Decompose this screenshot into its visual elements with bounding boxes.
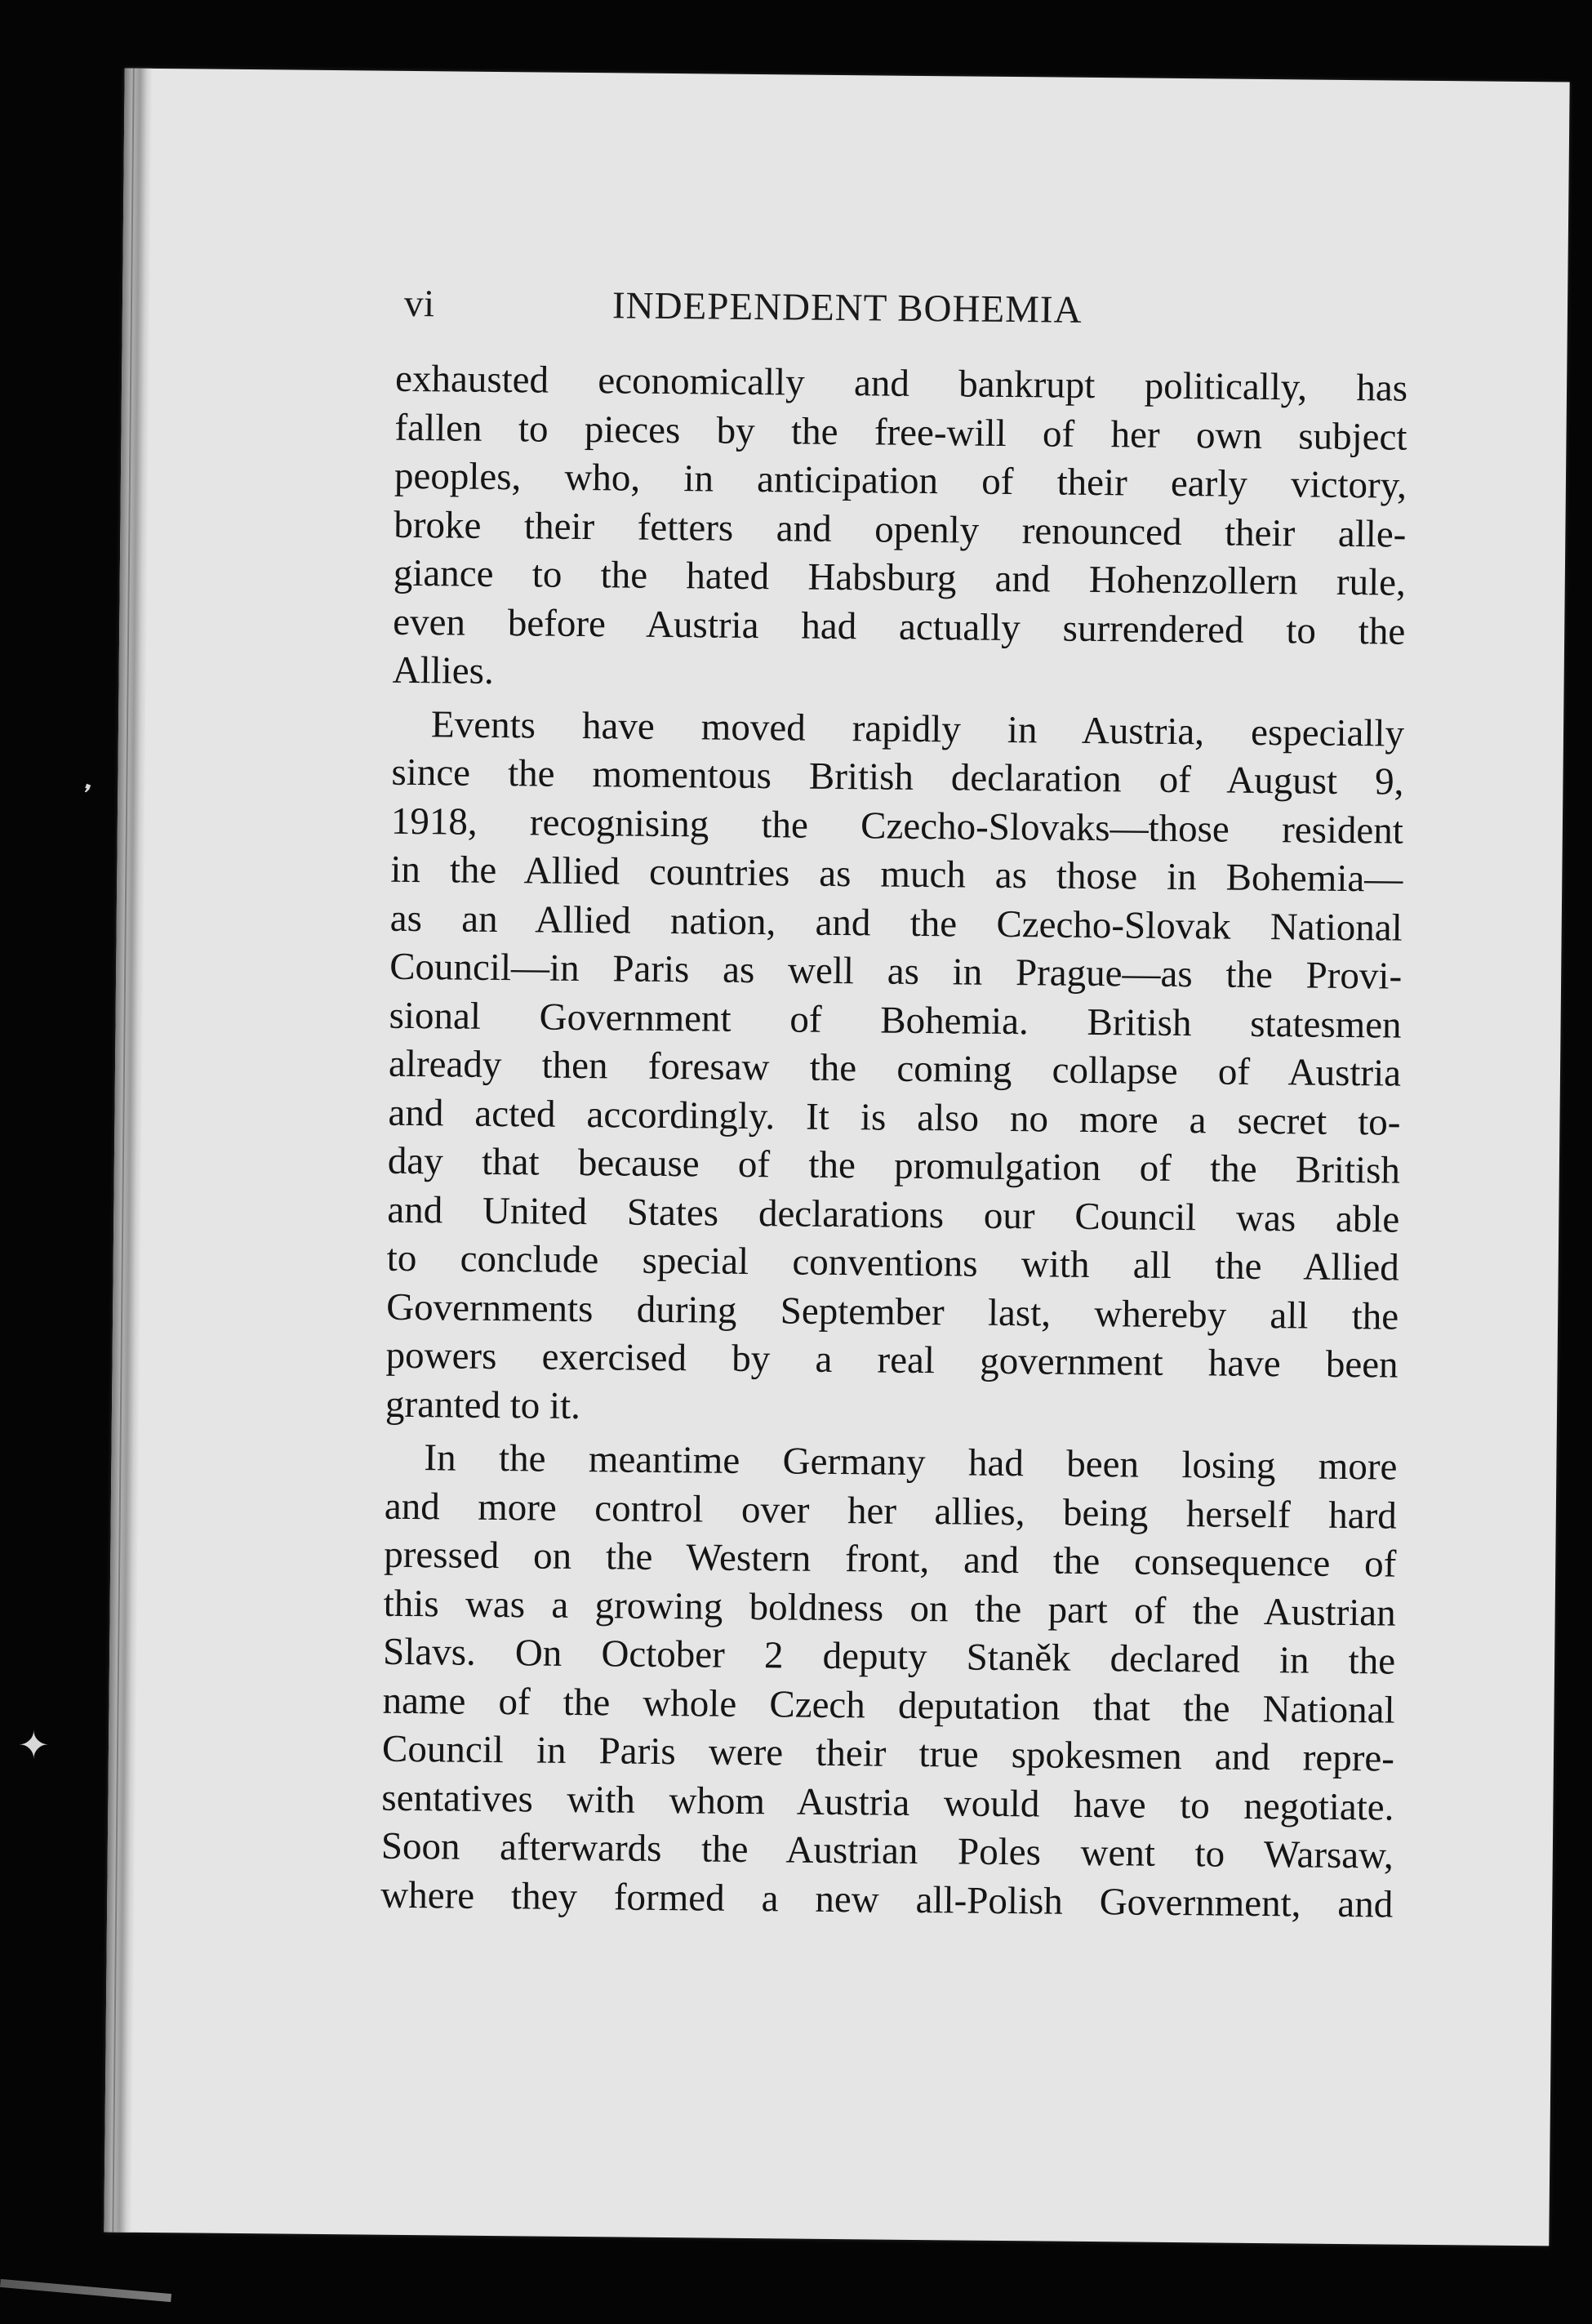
book-title: INDEPENDENT BOHEMIA [611, 284, 1083, 332]
text-line: exhausted economically and bankrupt politically, has [394, 357, 1408, 410]
text-line: pressed on the Western front, and the consequence of [384, 1533, 1397, 1586]
text-line: already then foresaw the coming collapse of Austria [388, 1042, 1402, 1095]
text-line: Slavs. On October 2 deputy Staněk declared in the [382, 1630, 1396, 1683]
text-line: peoples, who, in anticipation of their early victory, [394, 454, 1407, 507]
text-line: even before Austria had actually surrendered to the [393, 600, 1406, 653]
paragraph-1 [392, 355, 1407, 705]
text-line: to conclude special conventions with all the Allied [386, 1236, 1399, 1289]
paragraph-2 [385, 700, 1405, 1438]
body-text [380, 355, 1407, 1930]
page-number: vi [403, 282, 435, 326]
text-line: Events have moved rapidly in Austria, especially [430, 702, 1405, 755]
text-line: Soon afterwards the Austrian Poles went to Warsaw, [380, 1824, 1394, 1877]
text-line: day that because of the promulgation of the British [387, 1139, 1401, 1192]
text-line: sional Government of Bohemia. British statesmen [389, 994, 1402, 1047]
text-line: 1918, recognising the Czecho-Slovaks—those resident [390, 799, 1404, 853]
text-line: Council—in Paris as well as in Prague—as the Provi- [389, 945, 1403, 998]
text-line: powers exercised by a real government have been [385, 1333, 1399, 1387]
text-line: giance to the hated Habsburg and Hohenzollern rule, [393, 551, 1407, 604]
text-line: sentatives with whom Austria would have to negotiate. [381, 1776, 1394, 1829]
paragraph-3 [380, 1434, 1398, 1930]
text-line: and acted accordingly. It is also no more a secret to- [388, 1091, 1401, 1144]
scan-edge-artifact [0, 2279, 171, 2302]
text-line: Council in Paris were their true spokesmen and repre- [381, 1727, 1395, 1780]
book-page [104, 69, 1569, 2246]
scan-speck: ❜ [77, 780, 95, 808]
text-line: as an Allied nation, and the Czecho-Slovak National [389, 897, 1403, 950]
text-line: Governments during September last, whereby all the [385, 1285, 1399, 1338]
running-head [404, 282, 1311, 340]
text-line: In the meantime Germany had been losing more [424, 1436, 1398, 1489]
text-line: since the momentous British declaration of August 9, [391, 750, 1404, 804]
text-line: where they formed a new all-Polish Government, and [380, 1873, 1394, 1926]
text-line: name of the whole Czech deputation that the National [382, 1679, 1395, 1732]
text-line: in the Allied countries as much as those in Bohemia— [390, 848, 1403, 901]
text-line: and United States declarations our Council was able [387, 1188, 1400, 1241]
text-line: granted to it. [385, 1382, 581, 1427]
text-line: broke their fetters and openly renounced their alle- [394, 503, 1407, 556]
text-line: Allies. [392, 648, 494, 692]
text-line: this was a growing boldness on the part of the Austrian [383, 1582, 1396, 1635]
scan-speck: ✦ [18, 1725, 50, 1766]
page-binding-edge [104, 69, 152, 2233]
text-line: fallen to pieces by the free-will of her own subject [394, 406, 1407, 459]
text-line: and more control over her allies, being herself hard [384, 1485, 1398, 1538]
